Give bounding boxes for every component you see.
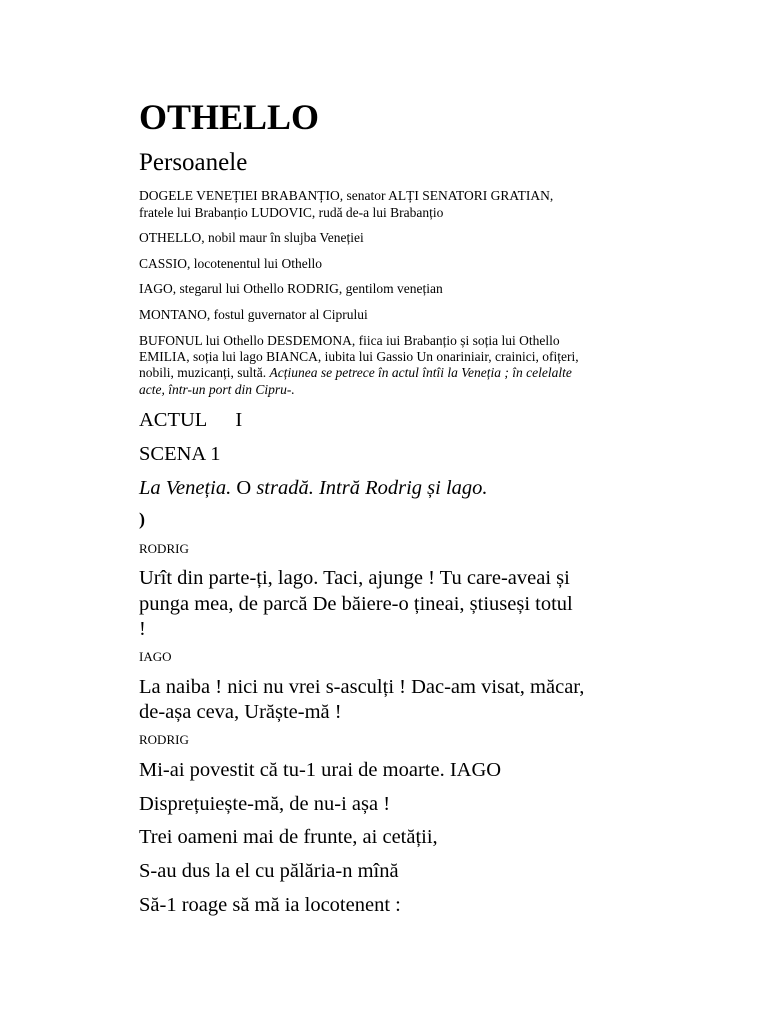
cast-text: nobili, muzicanți, sultă. <box>139 365 270 380</box>
cast-line: EMILIA, soția lui lago BIANCA, iubita lui Gassio Un onariniair, crainici, ofițeri, <box>139 349 579 364</box>
cast-line: DOGELE VENEȚIEI BRABANȚIO, senator ALȚI SENATORI GRATIAN, <box>139 188 554 203</box>
dialogue-line: Mi-ai povestit că tu-1 urai de moarte. IAGO <box>139 759 502 781</box>
dialogue-line: S-au dus la el cu pălăria-n mînă <box>139 860 399 882</box>
setting-note: acte, într-un port din Cipru-. <box>139 382 295 397</box>
cast-line: CASSIO, locotenentul lui Othello <box>139 256 322 271</box>
speaker-label: IAGO <box>139 649 172 664</box>
dialogue-line: ! <box>139 618 146 640</box>
dialogue-line: La naiba ! nici nu vrei s-asculți ! Dac-am visat, măcar, <box>139 676 585 698</box>
stage-text: stradă. Intră Rodrig și lago. <box>256 477 488 499</box>
cast-line: BUFONUL lui Othello DESDEMONA, fiica iui Brabanțio și soția lui Othello <box>139 333 560 348</box>
dialogue-line: Trei oameni mai de frunte, ai cetății, <box>139 826 438 848</box>
stray-mark: ) <box>139 509 145 529</box>
dialogue-line: Să-1 roage să mă ia locotenent : <box>139 894 401 916</box>
dialogue-line: punga mea, de parcă De băiere-o țineai, știuseși totul <box>139 593 573 615</box>
play-title: OTHELLO <box>139 97 320 137</box>
dialogue-line: de-așa ceva, Urăște-mă ! <box>139 701 342 723</box>
characters-heading: Persoanele <box>139 149 248 176</box>
cast-line <box>139 366 572 380</box>
cast-line: MONTANO, fostul guvernator al Ciprului <box>139 307 368 322</box>
stage-text: O <box>231 477 257 499</box>
stage-place: La Veneția. <box>139 477 232 499</box>
stage-direction <box>139 478 488 499</box>
scene-heading: SCENA 1 <box>139 443 221 465</box>
act-number: I <box>235 409 243 431</box>
cast-line: IAGO, stegarul lui Othello RODRIG, gentilom venețian <box>139 281 443 296</box>
speaker-label: RODRIG <box>139 732 189 747</box>
cast-line: OTHELLO, nobil maur în slujba Veneției <box>139 230 364 245</box>
act-word: ACTUL <box>139 409 208 431</box>
dialogue-line: Disprețuiește-mă, de nu-i așa ! <box>139 793 391 815</box>
speaker-label: RODRIG <box>139 541 189 556</box>
act-heading <box>139 410 242 431</box>
setting-note: Acțiunea se petrece în actul întîi la Veneția ; în celelalte <box>269 365 572 380</box>
cast-line: fratele lui Brabanțio LUDOVIC, rudă de-a lui Brabanțio <box>139 205 444 220</box>
dialogue-line: Urît din parte-ți, lago. Taci, ajunge ! Tu care-aveai și <box>139 567 570 589</box>
